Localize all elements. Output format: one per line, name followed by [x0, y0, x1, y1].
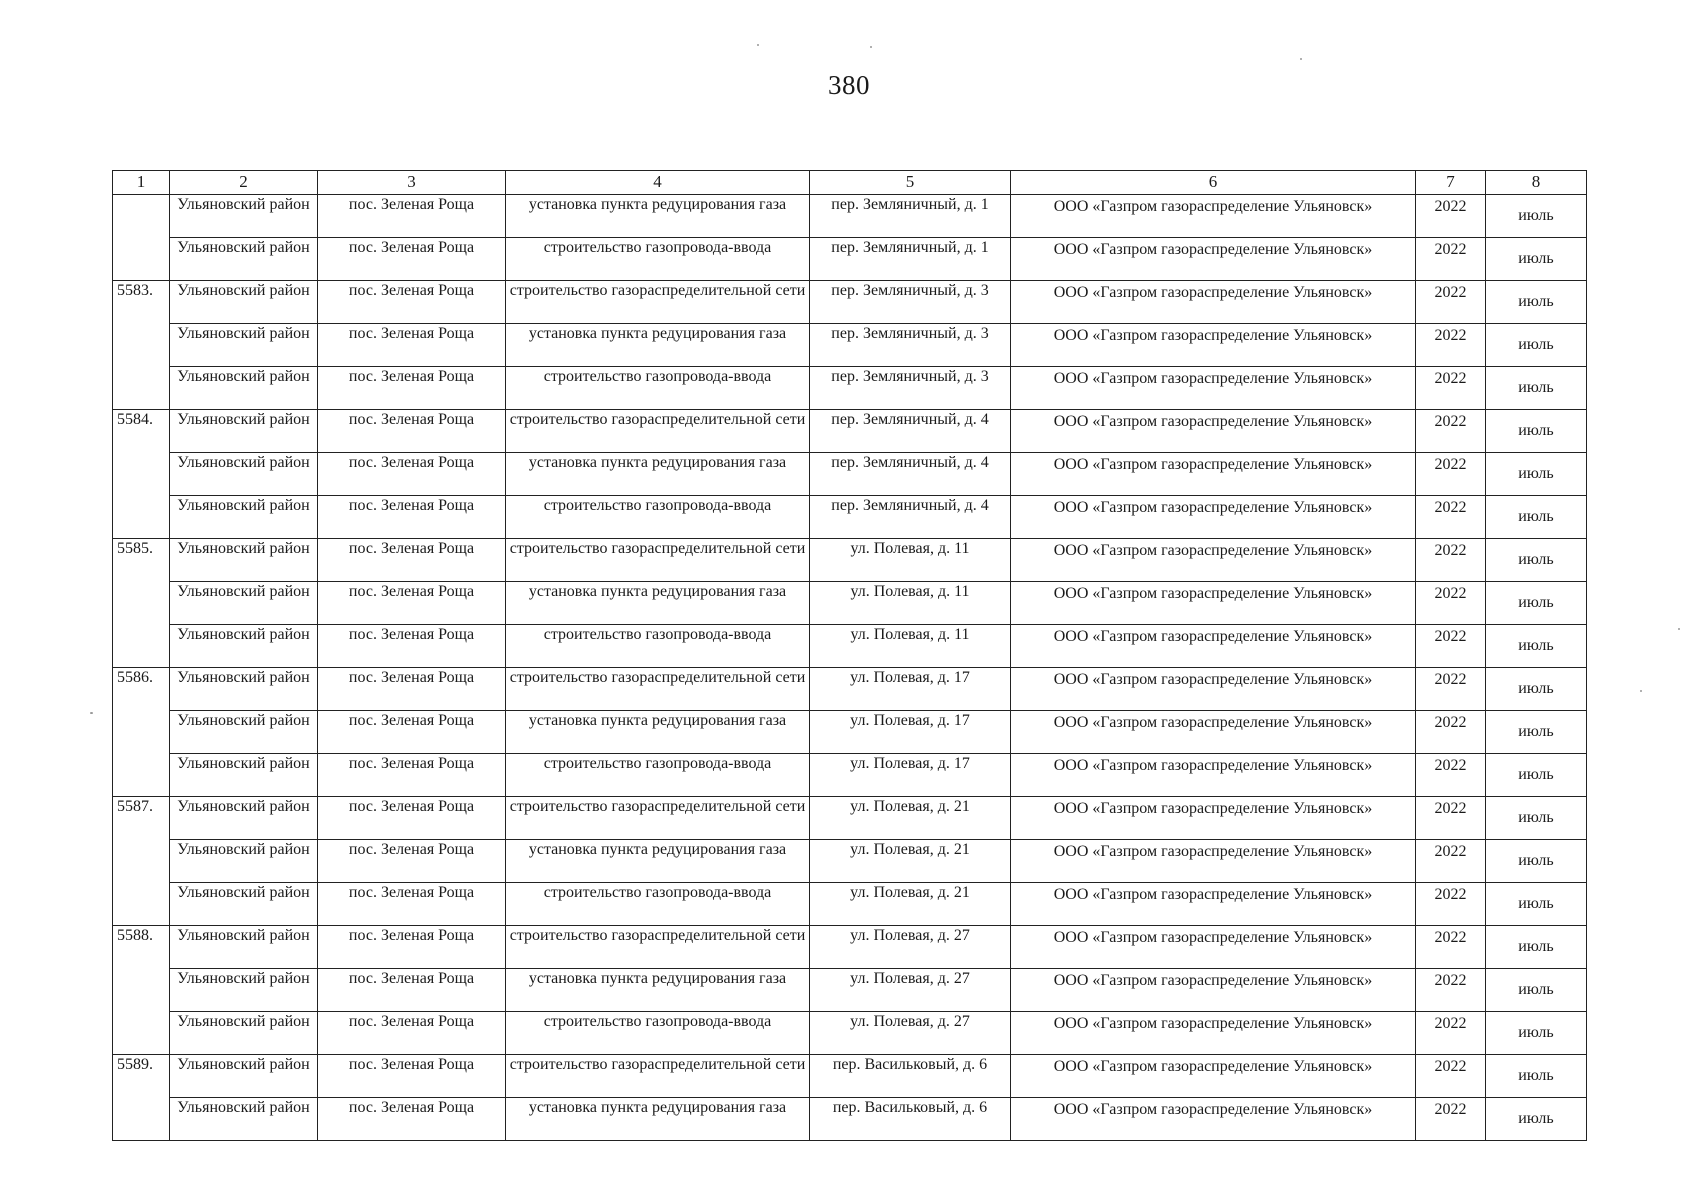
organization-cell: ООО «Газпром газораспределение Ульяновск»: [1011, 754, 1416, 797]
table-row: [113, 711, 1587, 754]
table-row: [113, 324, 1587, 367]
page-number: 380: [828, 70, 870, 100]
header-col-1: 1: [113, 171, 170, 195]
table-row: [113, 668, 1587, 711]
table-row: [113, 238, 1587, 281]
settlement-cell: пос. Зеленая Роща: [318, 582, 506, 625]
address-cell: пер. Земляничный, д. 4: [810, 453, 1011, 496]
settlement-cell: пос. Зеленая Роща: [318, 797, 506, 840]
settlement-cell: пос. Зеленая Роща: [318, 410, 506, 453]
organization-cell: ООО «Газпром газораспределение Ульяновск»: [1011, 926, 1416, 969]
year-cell: 2022: [1416, 238, 1486, 281]
table-row: [113, 840, 1587, 883]
year-cell: 2022: [1416, 281, 1486, 324]
district-cell: Ульяновский район: [170, 1055, 318, 1098]
entry-number-cell: 5585.: [113, 539, 170, 668]
year-cell: 2022: [1416, 668, 1486, 711]
month-cell: июль: [1486, 582, 1587, 625]
work-cell: строительство газопровода-ввода: [506, 625, 810, 668]
address-cell: пер. Земляничный, д. 3: [810, 324, 1011, 367]
year-cell: 2022: [1416, 1098, 1486, 1141]
table-row: [113, 969, 1587, 1012]
settlement-cell: пос. Зеленая Роща: [318, 281, 506, 324]
district-cell: Ульяновский район: [170, 496, 318, 539]
organization-cell: ООО «Газпром газораспределение Ульяновск»: [1011, 1012, 1416, 1055]
month-cell: июль: [1486, 1098, 1587, 1141]
organization-cell: ООО «Газпром газораспределение Ульяновск»: [1011, 238, 1416, 281]
table-row: [113, 496, 1587, 539]
entry-number-cell: 5587.: [113, 797, 170, 926]
settlement-cell: пос. Зеленая Роща: [318, 324, 506, 367]
organization-cell: ООО «Газпром газораспределение Ульяновск»: [1011, 625, 1416, 668]
organization-cell: ООО «Газпром газораспределение Ульяновск»: [1011, 668, 1416, 711]
organization-cell: ООО «Газпром газораспределение Ульяновск»: [1011, 539, 1416, 582]
organization-cell: ООО «Газпром газораспределение Ульяновск»: [1011, 1055, 1416, 1098]
district-cell: Ульяновский район: [170, 840, 318, 883]
month-cell: июль: [1486, 238, 1587, 281]
organization-cell: ООО «Газпром газораспределение Ульяновск»: [1011, 453, 1416, 496]
organization-cell: ООО «Газпром газораспределение Ульяновск»: [1011, 410, 1416, 453]
header-col-5: 5: [810, 171, 1011, 195]
settlement-cell: пос. Зеленая Роща: [318, 1098, 506, 1141]
header-col-2: 2: [170, 171, 318, 195]
scan-speck: [1640, 690, 1642, 692]
organization-cell: ООО «Газпром газораспределение Ульяновск»: [1011, 281, 1416, 324]
district-cell: Ульяновский район: [170, 410, 318, 453]
work-cell: строительство газораспределительной сети: [506, 1055, 810, 1098]
work-cell: установка пункта редуцирования газа: [506, 840, 810, 883]
month-cell: июль: [1486, 1012, 1587, 1055]
month-cell: июль: [1486, 969, 1587, 1012]
address-cell: пер. Васильковый, д. 6: [810, 1055, 1011, 1098]
work-cell: строительство газораспределительной сети: [506, 281, 810, 324]
scan-speck: [870, 46, 872, 48]
year-cell: 2022: [1416, 453, 1486, 496]
work-cell: строительство газораспределительной сети: [506, 539, 810, 582]
organization-cell: ООО «Газпром газораспределение Ульяновск»: [1011, 324, 1416, 367]
address-cell: пер. Земляничный, д. 1: [810, 195, 1011, 238]
header-col-7: 7: [1416, 171, 1486, 195]
work-cell: строительство газораспределительной сети: [506, 410, 810, 453]
scan-speck: [1678, 628, 1680, 630]
district-cell: Ульяновский район: [170, 754, 318, 797]
district-cell: Ульяновский район: [170, 969, 318, 1012]
entry-number-cell: 5584.: [113, 410, 170, 539]
work-cell: установка пункта редуцирования газа: [506, 453, 810, 496]
district-cell: Ульяновский район: [170, 711, 318, 754]
year-cell: 2022: [1416, 582, 1486, 625]
settlement-cell: пос. Зеленая Роща: [318, 367, 506, 410]
month-cell: июль: [1486, 1055, 1587, 1098]
district-cell: Ульяновский район: [170, 195, 318, 238]
work-cell: установка пункта редуцирования газа: [506, 582, 810, 625]
entry-number-cell: [113, 195, 170, 281]
table-row: [113, 410, 1587, 453]
year-cell: 2022: [1416, 1012, 1486, 1055]
month-cell: июль: [1486, 926, 1587, 969]
organization-cell: ООО «Газпром газораспределение Ульяновск»: [1011, 797, 1416, 840]
address-cell: ул. Полевая, д. 27: [810, 969, 1011, 1012]
work-cell: установка пункта редуцирования газа: [506, 969, 810, 1012]
header-col-8: 8: [1486, 171, 1587, 195]
month-cell: июль: [1486, 539, 1587, 582]
organization-cell: ООО «Газпром газораспределение Ульяновск»: [1011, 1098, 1416, 1141]
settlement-cell: пос. Зеленая Роща: [318, 840, 506, 883]
district-cell: Ульяновский район: [170, 539, 318, 582]
year-cell: 2022: [1416, 969, 1486, 1012]
scan-speck: [1300, 58, 1302, 60]
work-cell: строительство газопровода-ввода: [506, 238, 810, 281]
district-cell: Ульяновский район: [170, 883, 318, 926]
address-cell: пер. Земляничный, д. 4: [810, 496, 1011, 539]
year-cell: 2022: [1416, 1055, 1486, 1098]
header-col-4: 4: [506, 171, 810, 195]
header-col-3: 3: [318, 171, 506, 195]
address-cell: ул. Полевая, д. 21: [810, 797, 1011, 840]
settlement-cell: пос. Зеленая Роща: [318, 711, 506, 754]
month-cell: июль: [1486, 625, 1587, 668]
table-body: [113, 195, 1587, 1141]
table-row: [113, 1012, 1587, 1055]
address-cell: пер. Земляничный, д. 1: [810, 238, 1011, 281]
settlement-cell: пос. Зеленая Роща: [318, 1055, 506, 1098]
district-cell: Ульяновский район: [170, 453, 318, 496]
organization-cell: ООО «Газпром газораспределение Ульяновск»: [1011, 367, 1416, 410]
year-cell: 2022: [1416, 711, 1486, 754]
settlement-cell: пос. Зеленая Роща: [318, 754, 506, 797]
address-cell: пер. Васильковый, д. 6: [810, 1098, 1011, 1141]
settlement-cell: пос. Зеленая Роща: [318, 453, 506, 496]
table-row: [113, 926, 1587, 969]
work-cell: установка пункта редуцирования газа: [506, 1098, 810, 1141]
settlement-cell: пос. Зеленая Роща: [318, 238, 506, 281]
organization-cell: ООО «Газпром газораспределение Ульяновск»: [1011, 711, 1416, 754]
settlement-cell: пос. Зеленая Роща: [318, 926, 506, 969]
table-row: [113, 625, 1587, 668]
work-cell: строительство газопровода-ввода: [506, 883, 810, 926]
month-cell: июль: [1486, 324, 1587, 367]
address-cell: пер. Земляничный, д. 3: [810, 367, 1011, 410]
district-cell: Ульяновский район: [170, 625, 318, 668]
month-cell: июль: [1486, 754, 1587, 797]
address-cell: ул. Полевая, д. 17: [810, 668, 1011, 711]
district-cell: Ульяновский район: [170, 281, 318, 324]
works-table: [112, 170, 1587, 1141]
works-table-container: [112, 170, 1586, 1141]
address-cell: ул. Полевая, д. 27: [810, 1012, 1011, 1055]
table-row: [113, 1098, 1587, 1141]
year-cell: 2022: [1416, 754, 1486, 797]
settlement-cell: пос. Зеленая Роща: [318, 195, 506, 238]
year-cell: 2022: [1416, 367, 1486, 410]
month-cell: июль: [1486, 711, 1587, 754]
district-cell: Ульяновский район: [170, 238, 318, 281]
year-cell: 2022: [1416, 324, 1486, 367]
work-cell: строительство газораспределительной сети: [506, 797, 810, 840]
district-cell: Ульяновский район: [170, 367, 318, 410]
entry-number-cell: 5583.: [113, 281, 170, 410]
month-cell: июль: [1486, 367, 1587, 410]
address-cell: ул. Полевая, д. 17: [810, 754, 1011, 797]
header-col-6: 6: [1011, 171, 1416, 195]
year-cell: 2022: [1416, 926, 1486, 969]
year-cell: 2022: [1416, 797, 1486, 840]
table-row: [113, 453, 1587, 496]
work-cell: строительство газораспределительной сети: [506, 668, 810, 711]
organization-cell: ООО «Газпром газораспределение Ульяновск»: [1011, 969, 1416, 1012]
organization-cell: ООО «Газпром газораспределение Ульяновск»: [1011, 840, 1416, 883]
district-cell: Ульяновский район: [170, 324, 318, 367]
year-cell: 2022: [1416, 496, 1486, 539]
month-cell: июль: [1486, 281, 1587, 324]
address-cell: ул. Полевая, д. 17: [810, 711, 1011, 754]
organization-cell: ООО «Газпром газораспределение Ульяновск»: [1011, 195, 1416, 238]
district-cell: Ульяновский район: [170, 1012, 318, 1055]
month-cell: июль: [1486, 453, 1587, 496]
settlement-cell: пос. Зеленая Роща: [318, 539, 506, 582]
address-cell: пер. Земляничный, д. 4: [810, 410, 1011, 453]
address-cell: ул. Полевая, д. 27: [810, 926, 1011, 969]
district-cell: Ульяновский район: [170, 1098, 318, 1141]
district-cell: Ульяновский район: [170, 797, 318, 840]
district-cell: Ульяновский район: [170, 582, 318, 625]
month-cell: июль: [1486, 668, 1587, 711]
work-cell: установка пункта редуцирования газа: [506, 324, 810, 367]
work-cell: строительство газопровода-ввода: [506, 367, 810, 410]
organization-cell: ООО «Газпром газораспределение Ульяновск»: [1011, 883, 1416, 926]
settlement-cell: пос. Зеленая Роща: [318, 496, 506, 539]
month-cell: июль: [1486, 195, 1587, 238]
scan-speck: [90, 712, 93, 714]
work-cell: строительство газораспределительной сети: [506, 926, 810, 969]
year-cell: 2022: [1416, 883, 1486, 926]
entry-number-cell: 5586.: [113, 668, 170, 797]
year-cell: 2022: [1416, 195, 1486, 238]
work-cell: строительство газопровода-ввода: [506, 1012, 810, 1055]
address-cell: ул. Полевая, д. 11: [810, 625, 1011, 668]
month-cell: июль: [1486, 410, 1587, 453]
table-row: [113, 367, 1587, 410]
work-cell: строительство газопровода-ввода: [506, 496, 810, 539]
work-cell: установка пункта редуцирования газа: [506, 711, 810, 754]
year-cell: 2022: [1416, 539, 1486, 582]
address-cell: ул. Полевая, д. 11: [810, 582, 1011, 625]
entry-number-cell: 5588.: [113, 926, 170, 1055]
year-cell: 2022: [1416, 625, 1486, 668]
address-cell: пер. Земляничный, д. 3: [810, 281, 1011, 324]
settlement-cell: пос. Зеленая Роща: [318, 668, 506, 711]
work-cell: установка пункта редуцирования газа: [506, 195, 810, 238]
table-row: [113, 582, 1587, 625]
address-cell: ул. Полевая, д. 21: [810, 883, 1011, 926]
scan-speck: [757, 44, 759, 46]
district-cell: Ульяновский район: [170, 668, 318, 711]
year-cell: 2022: [1416, 410, 1486, 453]
header-row: [113, 171, 1587, 195]
address-cell: ул. Полевая, д. 21: [810, 840, 1011, 883]
address-cell: ул. Полевая, д. 11: [810, 539, 1011, 582]
table-row: [113, 1055, 1587, 1098]
table-row: [113, 883, 1587, 926]
settlement-cell: пос. Зеленая Роща: [318, 969, 506, 1012]
month-cell: июль: [1486, 496, 1587, 539]
year-cell: 2022: [1416, 840, 1486, 883]
work-cell: строительство газопровода-ввода: [506, 754, 810, 797]
settlement-cell: пос. Зеленая Роща: [318, 883, 506, 926]
settlement-cell: пос. Зеленая Роща: [318, 625, 506, 668]
district-cell: Ульяновский район: [170, 926, 318, 969]
settlement-cell: пос. Зеленая Роща: [318, 1012, 506, 1055]
organization-cell: ООО «Газпром газораспределение Ульяновск»: [1011, 496, 1416, 539]
month-cell: июль: [1486, 797, 1587, 840]
entry-number-cell: 5589.: [113, 1055, 170, 1141]
organization-cell: ООО «Газпром газораспределение Ульяновск»: [1011, 582, 1416, 625]
table-row: [113, 281, 1587, 324]
month-cell: июль: [1486, 883, 1587, 926]
month-cell: июль: [1486, 840, 1587, 883]
table-row: [113, 754, 1587, 797]
table-row: [113, 539, 1587, 582]
table-row: [113, 797, 1587, 840]
table-row: [113, 195, 1587, 238]
